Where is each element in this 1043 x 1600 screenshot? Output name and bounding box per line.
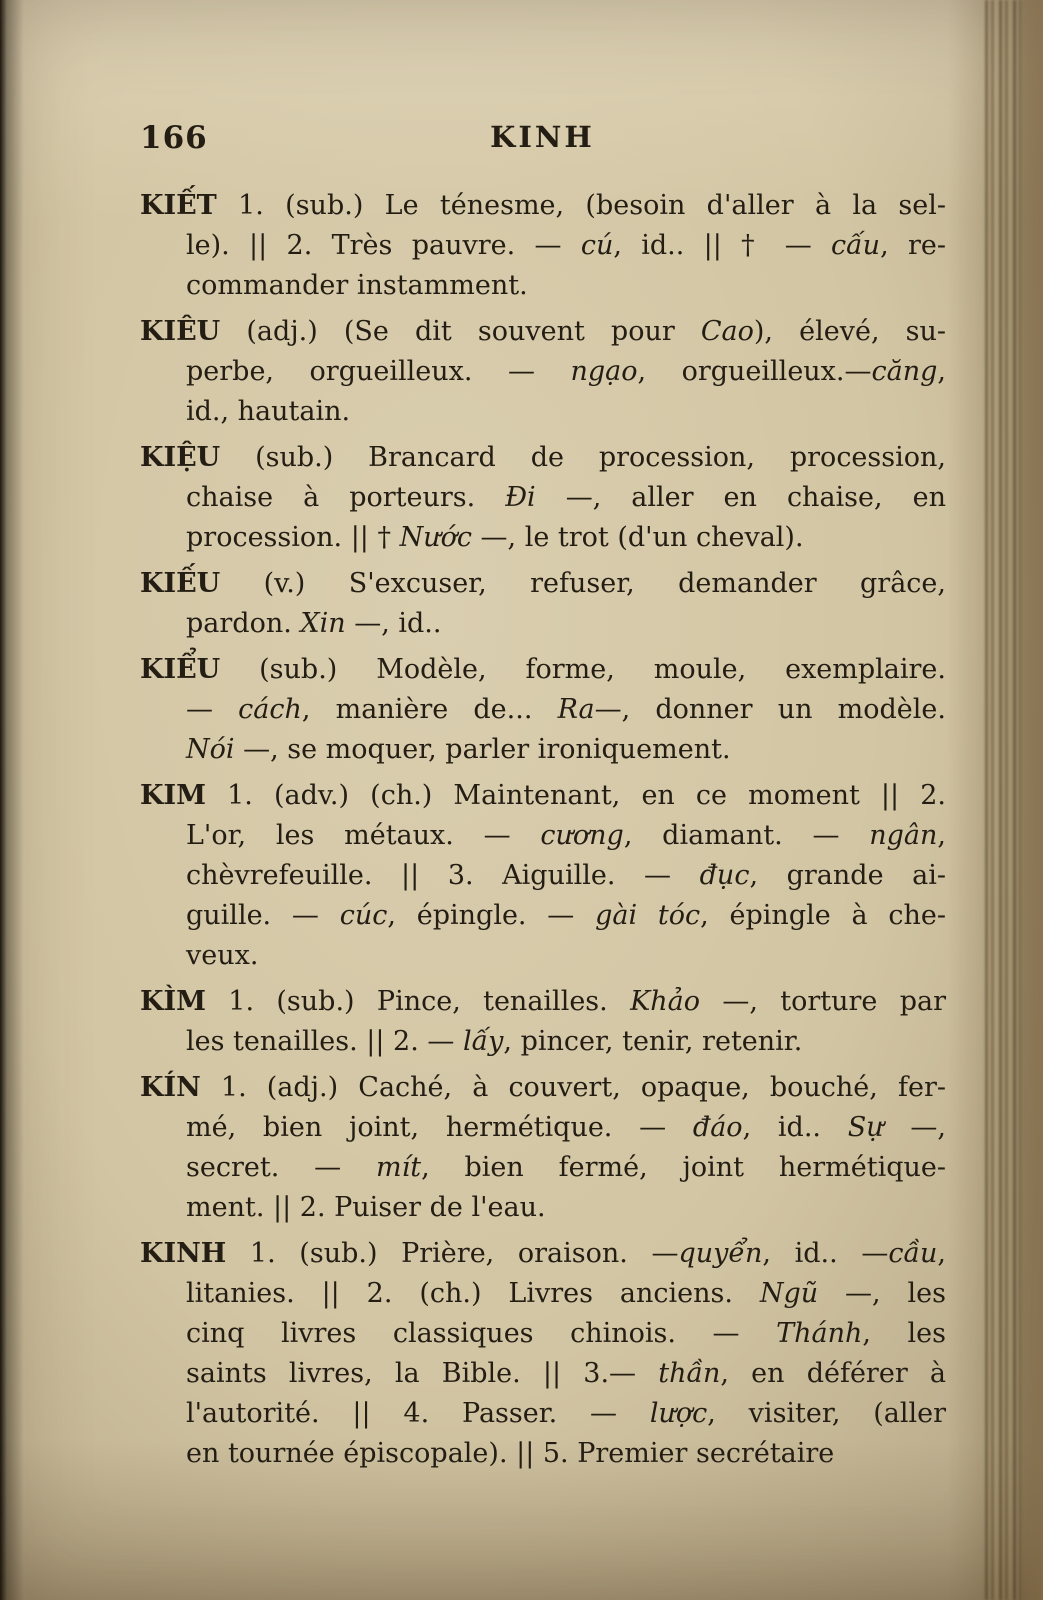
running-header: KINH xyxy=(490,120,595,154)
entry-line xyxy=(140,518,946,558)
page-number: 166 xyxy=(140,120,208,156)
text-segment: — xyxy=(186,694,239,725)
text-segment: Khảo xyxy=(630,986,700,1017)
dictionary-entry xyxy=(140,312,946,432)
entry-line xyxy=(140,1068,946,1108)
entry-line xyxy=(140,690,946,730)
text-segment: —, le trot (d'un cheval). xyxy=(471,522,804,553)
text-segment: cách xyxy=(238,694,302,725)
text-segment: ), élevé, su- xyxy=(753,316,946,347)
entry-line xyxy=(140,1354,946,1394)
text-segment: —, donner un modèle. xyxy=(594,694,946,725)
text-segment: saints livres, la Bible. || 3.— xyxy=(186,1358,659,1389)
entry-line xyxy=(140,226,946,266)
text-segment: cú xyxy=(580,230,614,261)
entry-line xyxy=(140,856,946,896)
entry-line xyxy=(140,352,946,392)
text-segment: Sự xyxy=(847,1112,884,1143)
dictionary-entry xyxy=(140,1068,946,1228)
dictionary-entry xyxy=(140,776,946,976)
entry-line xyxy=(140,604,946,644)
page-header xyxy=(140,120,945,164)
text-segment: litanies. || 2. (ch.) Livres anciens. xyxy=(186,1278,760,1309)
text-segment: 1. (sub.) Le ténesme, (besoin d'aller à la sel- xyxy=(216,190,946,221)
text-segment: ment. || 2. Puiser de l'eau. xyxy=(186,1192,546,1223)
text-segment: lược xyxy=(649,1398,708,1429)
headword: KÌM xyxy=(140,986,206,1017)
page-edge xyxy=(1021,0,1043,1600)
text-segment: en tournée épiscopale). || 5. Premier secrétaire xyxy=(186,1438,835,1469)
text-segment: chaise à porteurs. xyxy=(186,482,506,513)
headword: KINH xyxy=(140,1238,227,1269)
entry-line xyxy=(140,982,946,1022)
text-segment: —, torture par xyxy=(700,986,946,1017)
entry-line xyxy=(140,1274,946,1314)
dictionary-entry xyxy=(140,564,946,644)
headword: KIẾT xyxy=(140,190,217,221)
text-segment: id., hautain. xyxy=(186,396,351,427)
text-segment: Ngũ xyxy=(759,1278,819,1309)
text-segment: Cao xyxy=(700,316,754,347)
text-segment: 1. (sub.) Prière, oraison. — xyxy=(226,1238,679,1269)
text-segment: , id.. — xyxy=(762,1238,889,1269)
entry-line xyxy=(140,1108,946,1148)
headword: KIÊU xyxy=(140,316,221,347)
entry-line xyxy=(140,1434,946,1474)
text-segment: cầu xyxy=(888,1238,938,1269)
text-segment: —, se moquer, parler ironiquement. xyxy=(234,734,731,765)
text-segment: les tenailles. || 2. — xyxy=(186,1026,463,1057)
text-segment: Ra xyxy=(557,694,595,725)
text-segment: , pincer, tenir, retenir. xyxy=(503,1026,803,1057)
text-segment: (sub.) Modèle, forme, moule, exemplaire. xyxy=(220,654,946,685)
entry-line xyxy=(140,816,946,856)
entry-line xyxy=(140,896,946,936)
dictionary-entries xyxy=(140,186,946,1480)
headword: KIỆU xyxy=(140,442,221,473)
entry-line xyxy=(140,1314,946,1354)
text-segment: , re- xyxy=(880,230,946,261)
text-segment: cấu xyxy=(831,230,881,261)
text-segment: mít xyxy=(375,1152,422,1183)
text-segment: cương xyxy=(540,820,624,851)
dictionary-entry xyxy=(140,982,946,1062)
text-segment: đáo xyxy=(692,1112,743,1143)
entry-line xyxy=(140,312,946,352)
text-segment: —, les xyxy=(818,1278,946,1309)
text-segment: , id.. || † — xyxy=(613,230,832,261)
text-segment: , xyxy=(937,1238,946,1269)
text-segment: thần xyxy=(658,1358,721,1389)
entry-line xyxy=(140,1148,946,1188)
text-segment: , épingle à che- xyxy=(700,900,947,931)
text-segment: , manière de... xyxy=(301,694,558,725)
text-segment: , bien fermé, joint hermétique- xyxy=(421,1152,946,1183)
text-segment: Xin xyxy=(300,608,346,639)
text-segment: Thánh xyxy=(776,1318,863,1349)
text-segment: cinq livres classiques chinois. — xyxy=(186,1318,777,1349)
text-segment: L'or, les métaux. — xyxy=(186,820,541,851)
text-segment: , orgueilleux.— xyxy=(637,356,872,387)
entry-line xyxy=(140,392,946,432)
headword: KIM xyxy=(140,780,206,811)
entry-line xyxy=(140,1022,946,1062)
binding-shadow xyxy=(985,0,1021,1600)
dictionary-entry xyxy=(140,438,946,558)
text-segment: —, xyxy=(883,1112,946,1143)
text-segment: cúc xyxy=(339,900,388,931)
dictionary-entry xyxy=(140,650,946,770)
text-segment: le). || 2. Très pauvre. — xyxy=(186,230,581,261)
text-segment: procession. || † xyxy=(186,522,400,553)
text-segment: commander instamment. xyxy=(186,270,528,301)
entry-line xyxy=(140,1394,946,1434)
headword: KIỂU xyxy=(140,654,221,685)
text-segment: veux. xyxy=(186,940,259,971)
text-segment: 1. (sub.) Pince, tenailles. xyxy=(205,986,631,1017)
entry-line xyxy=(140,650,946,690)
text-segment: (v.) S'excuser, refuser, demander grâce, xyxy=(220,568,946,599)
dictionary-entry xyxy=(140,186,946,306)
text-segment: , xyxy=(937,820,946,851)
entry-line xyxy=(140,478,946,518)
text-segment: , épingle. — xyxy=(387,900,596,931)
text-segment: , en déférer à xyxy=(720,1358,946,1389)
text-segment: , visiter, (aller xyxy=(707,1398,947,1429)
text-segment: ngân xyxy=(869,820,938,851)
text-segment: 1. (adj.) Caché, à couvert, opaque, bouché, fer- xyxy=(200,1072,946,1103)
text-segment: , diamant. — xyxy=(623,820,870,851)
entry-line xyxy=(140,1234,946,1274)
text-segment: Đi xyxy=(505,482,536,513)
entry-line xyxy=(140,438,946,478)
entry-line xyxy=(140,936,946,976)
text-segment: —, id.. xyxy=(345,608,442,639)
text-segment: , id.. xyxy=(742,1112,848,1143)
text-segment: , xyxy=(937,356,946,387)
text-segment: 1. (adv.) (ch.) Maintenant, en ce moment || 2. xyxy=(205,780,946,811)
headword: KIẾU xyxy=(140,568,221,599)
entry-line xyxy=(140,186,946,226)
text-segment: ngạo xyxy=(570,356,638,387)
text-segment: lấy xyxy=(462,1026,504,1057)
entry-line xyxy=(140,1188,946,1228)
entry-line xyxy=(140,730,946,770)
text-segment: Nói xyxy=(186,734,235,765)
text-segment: gài tóc xyxy=(595,900,701,931)
text-segment: , grande ai- xyxy=(749,860,946,891)
text-segment: , les xyxy=(862,1318,946,1349)
text-segment: (sub.) Brancard de procession, procession, xyxy=(220,442,946,473)
text-segment: pardon. xyxy=(186,608,301,639)
text-segment: —, aller en chaise, en xyxy=(535,482,946,513)
text-segment: l'autorité. || 4. Passer. — xyxy=(186,1398,650,1429)
entry-line xyxy=(140,564,946,604)
text-segment: Nước xyxy=(399,522,472,553)
text-segment: (adj.) (Se dit souvent pour xyxy=(220,316,701,347)
entry-line xyxy=(140,266,946,306)
text-segment: guille. — xyxy=(186,900,340,931)
text-segment: chèvrefeuille. || 3. Aiguille. — xyxy=(186,860,700,891)
text-segment: mé, bien joint, hermétique. — xyxy=(186,1112,693,1143)
text-segment: căng xyxy=(871,356,938,387)
text-segment: đục xyxy=(699,860,750,891)
text-segment: secret. — xyxy=(186,1152,376,1183)
entry-line xyxy=(140,776,946,816)
text-segment: quyển xyxy=(678,1238,763,1269)
text-segment: perbe, orgueilleux. — xyxy=(186,356,571,387)
headword: KÍN xyxy=(140,1072,201,1103)
dictionary-entry xyxy=(140,1234,946,1474)
